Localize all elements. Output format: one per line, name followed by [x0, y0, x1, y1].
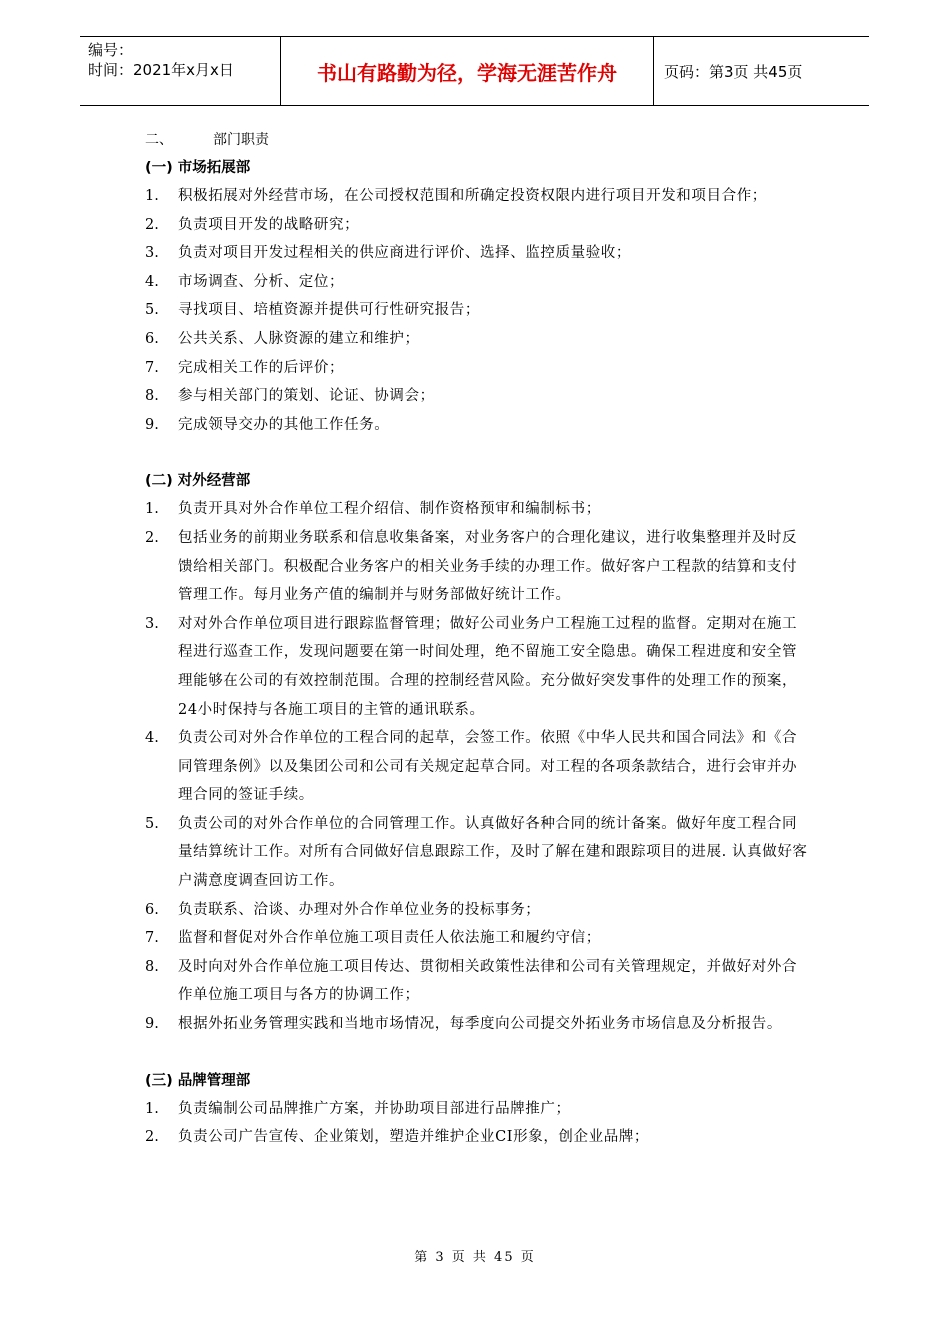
- header-motto: 书山有路勤为径，学海无涯苦作舟: [281, 37, 654, 105]
- item-text: 及时向对外合作单位施工项目传达、贯彻相关政策性法律和公司有关管理规定，并做好对外合作单位施工项目与各方的协调工作；: [178, 958, 798, 1004]
- department-title: (二) 对外经营部: [145, 473, 251, 490]
- item-text: 负责公司对外合作单位的工程合同的起草，会签工作。依照《中华人民共和国合同法》和《合同管理条例》以及集团公司和公司有关规定起草合同。对工程的各项条款结合，进行会审并办理合同的签证手续。: [178, 730, 798, 804]
- item-text: 市场调查、分析、定位；: [178, 273, 345, 290]
- item-text: 负责编制公司品牌推广方案，并协助项目部进行品牌推广；: [178, 1100, 571, 1117]
- item-text: 负责公司广告宣传、企业策划，塑造并维护企业CI形象，创企业品牌；: [178, 1129, 650, 1146]
- list-item: [145, 296, 810, 325]
- list-item: [145, 724, 810, 810]
- document-date: 时间：2021年x月x日: [88, 61, 234, 79]
- item-number: 2.: [145, 216, 159, 233]
- list-item: [145, 382, 810, 411]
- page-header: [80, 36, 869, 106]
- department-title: (三) 品牌管理部: [145, 1072, 251, 1089]
- list-item: [145, 1123, 810, 1152]
- item-number: 1.: [145, 501, 159, 518]
- list-item: [145, 610, 810, 724]
- item-number: 5.: [145, 815, 159, 832]
- list-item: [145, 1010, 810, 1039]
- list-item: [145, 354, 810, 383]
- item-number: 7.: [145, 359, 159, 376]
- spacer: [145, 1039, 810, 1067]
- item-number: 9.: [145, 1016, 159, 1033]
- item-number: 6.: [145, 901, 159, 918]
- list-item: [145, 810, 810, 896]
- item-number: 1.: [145, 1100, 159, 1117]
- item-text: 寻找项目、培植资源并提供可行性研究报告；: [178, 302, 480, 319]
- header-meta: [80, 37, 281, 105]
- item-text: 积极拓展对外经营市场，在公司授权范围和所确定投资权限内进行项目开发和项目合作；: [178, 188, 767, 204]
- item-text: 包括业务的前期业务联系和信息收集备案，对业务客户的合理化建议，进行收集整理并及时反馈给相关部门。积极配合业务客户的相关业务手续的办理工作。做好客户工程款的结算和支付管理工作。每月业务产值的编制并与财务部做好统计工作。: [178, 529, 798, 604]
- duty-list: [145, 182, 810, 439]
- item-text: 参与相关部门的策划、论证、协调会；: [178, 388, 435, 405]
- section-heading-number: 二、: [145, 132, 173, 148]
- list-item: [145, 953, 810, 1010]
- item-text: 负责公司的对外合作单位的合同管理工作。认真做好各种合同的统计备案。做好年度工程合同量结算统计工作。对所有合同做好信息跟踪工作，及时了解在建和跟踪项目的进展. 认真做好客户满意度调查回访工作。: [178, 815, 808, 890]
- item-text: 负责开具对外合作单位工程介绍信、制作资格预审和编制标书；: [178, 501, 601, 518]
- item-text: 负责对项目开发过程相关的供应商进行评价、选择、监控质量验收；: [178, 245, 631, 262]
- list-item: [145, 325, 810, 354]
- item-number: 2.: [145, 1129, 159, 1146]
- header-page-info: 页码：第3页 共45页: [664, 62, 803, 81]
- duty-list: [145, 495, 810, 1038]
- list-item: [145, 495, 810, 524]
- document-body: [145, 126, 810, 1152]
- item-text: 完成相关工作的后评价；: [178, 359, 345, 376]
- item-text: 根据外拓业务管理实践和当地市场情况，每季度向公司提交外拓业务市场信息及分析报告。: [178, 1016, 782, 1033]
- list-item: [145, 524, 810, 610]
- list-item: [145, 268, 810, 297]
- duty-list: [145, 1095, 810, 1152]
- item-number: 4.: [145, 730, 159, 747]
- item-number: 7.: [145, 930, 159, 947]
- item-text: 完成领导交办的其他工作任务。: [178, 416, 390, 433]
- department-title: (一) 市场拓展部: [145, 160, 251, 176]
- spacer: [145, 439, 810, 467]
- item-number: 9.: [145, 416, 159, 433]
- document-number-label: 编号：: [88, 41, 134, 59]
- list-item: [145, 182, 810, 211]
- item-number: 5.: [145, 302, 159, 319]
- item-number: 4.: [145, 273, 159, 290]
- list-item: [145, 239, 810, 268]
- item-number: 3.: [145, 245, 159, 262]
- page-footer: 第 3 页 共 45 页: [414, 1250, 536, 1265]
- list-item: [145, 411, 810, 440]
- item-number: 3.: [145, 615, 159, 632]
- item-number: 2.: [145, 529, 159, 546]
- item-text: 监督和督促对外合作单位施工项目责任人依法施工和履约守信；: [178, 930, 601, 947]
- item-text: 负责项目开发的战略研究；: [178, 216, 360, 233]
- item-text: 负责联系、洽谈、办理对外合作单位业务的投标事务；: [178, 901, 541, 918]
- item-number: 8.: [145, 958, 159, 975]
- item-text: 公共关系、人脉资源的建立和维护；: [178, 330, 420, 347]
- item-number: 6.: [145, 330, 159, 347]
- list-item: [145, 896, 810, 925]
- list-item: [145, 211, 810, 240]
- section-heading: [145, 126, 810, 154]
- item-number: 8.: [145, 388, 159, 405]
- list-item: [145, 924, 810, 953]
- list-item: [145, 1095, 810, 1124]
- item-text: 对对外合作单位项目进行跟踪监督管理；做好公司业务户工程施工过程的监督。定期对在施工程进行巡查工作，发现问题要在第一时间处理，绝不留施工安全隐患。确保工程进度和安全管理能够在公司的有效控制范围。合理的控制经营风险。充分做好突发事件的处理工作的预案，24小时保持与各施工项目的主管的通讯联系。: [178, 615, 798, 718]
- section-heading-text: 部门职责: [213, 132, 269, 148]
- item-number: 1.: [145, 188, 159, 204]
